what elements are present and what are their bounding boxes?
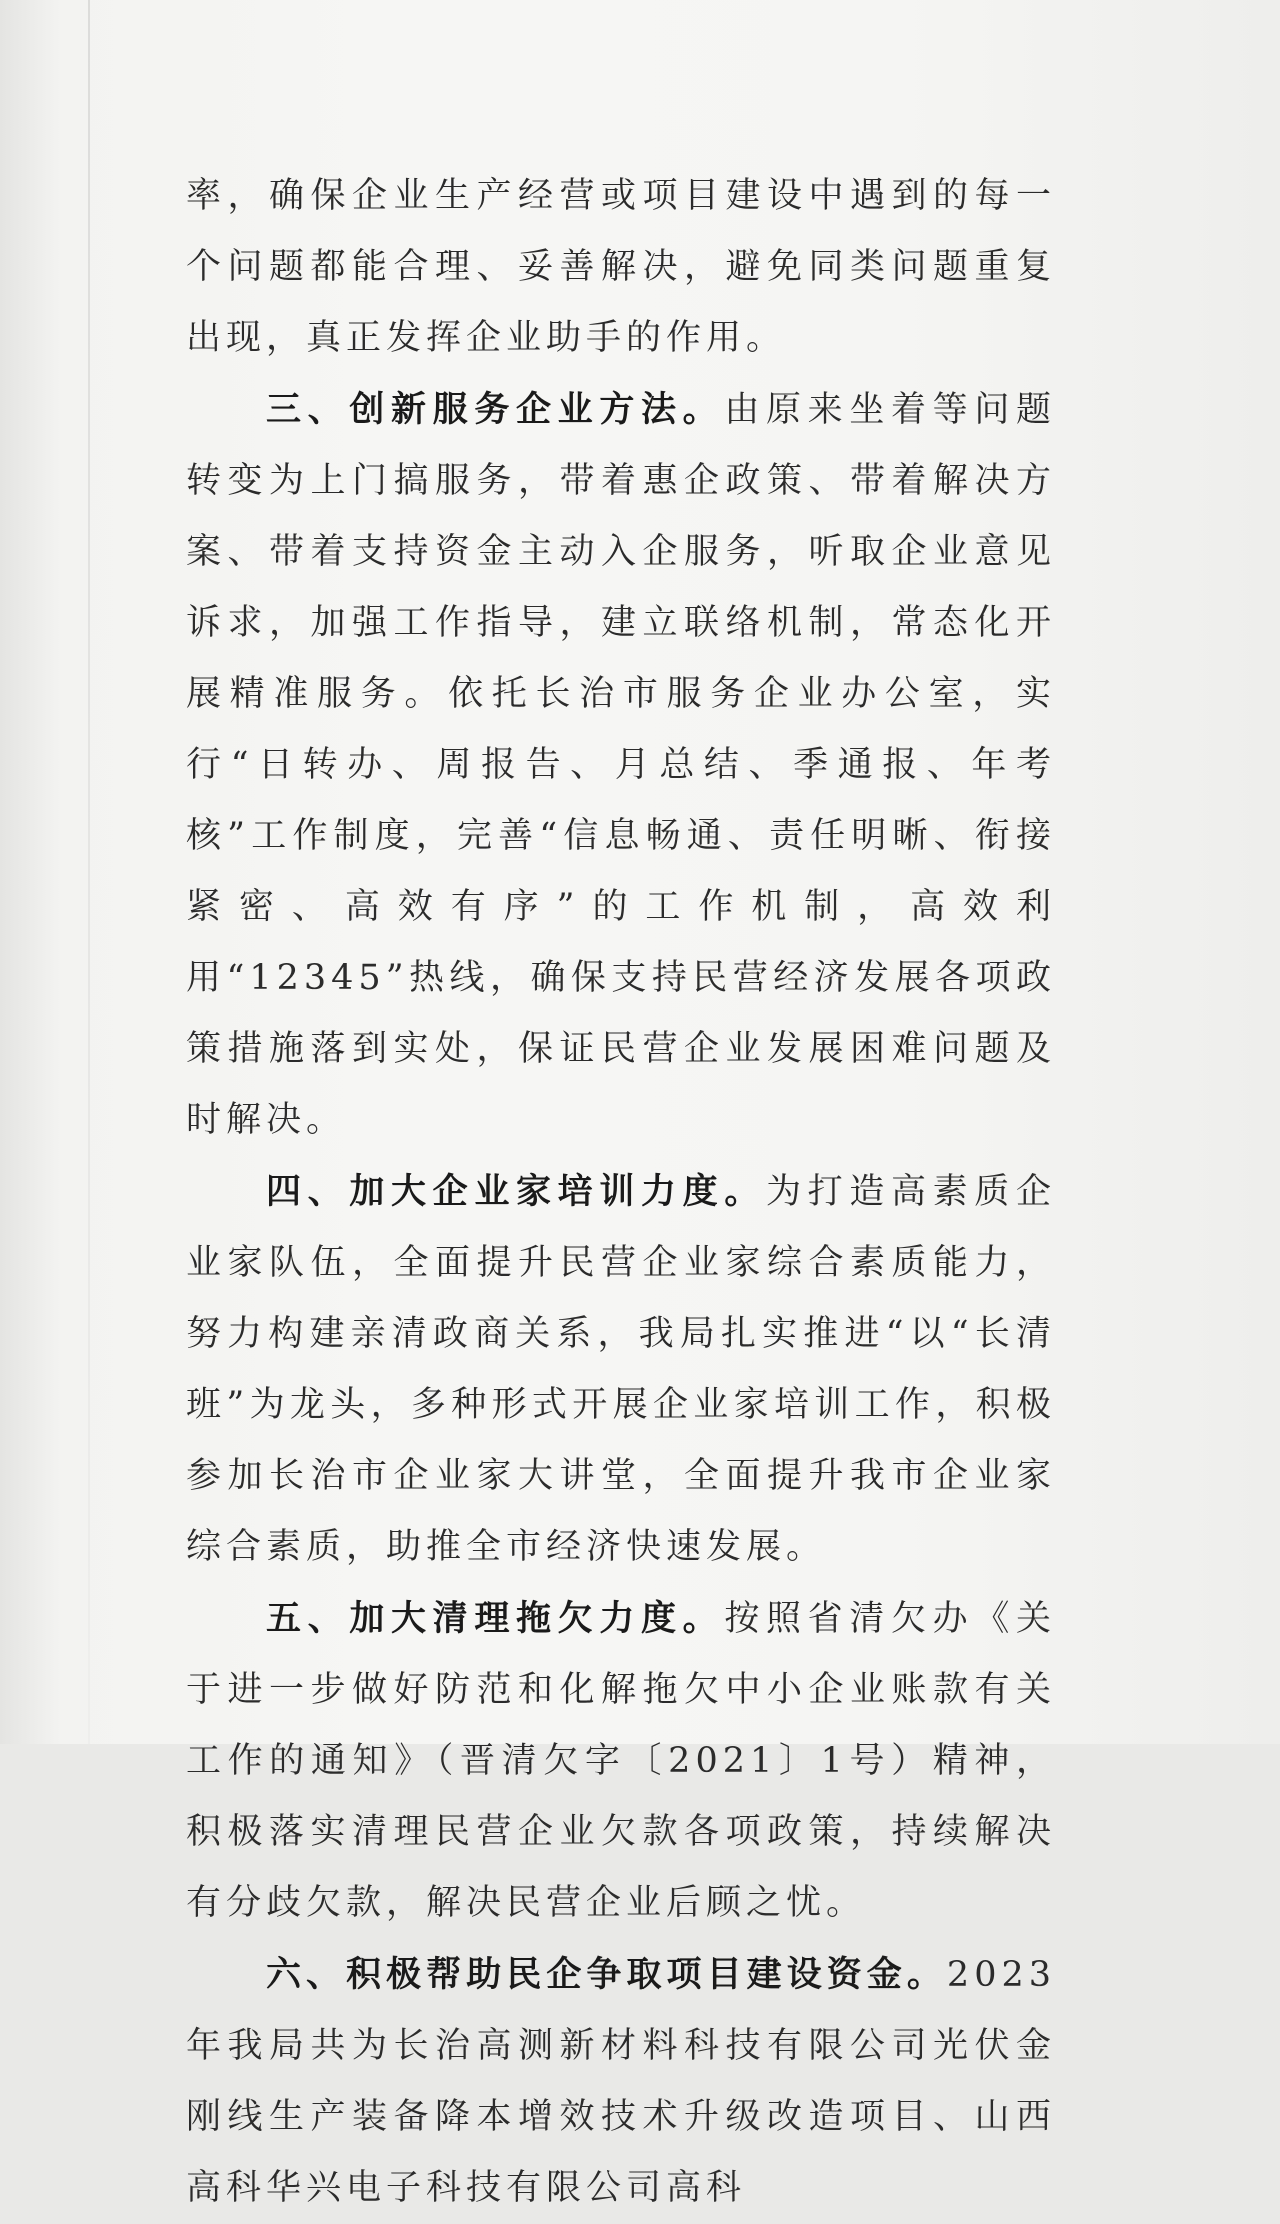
section-heading-3: 三、创新服务企业方法。 <box>266 389 725 430</box>
paragraph-section-5 <box>186 1583 1056 1939</box>
paragraph-section-6 <box>186 1939 1056 2224</box>
paragraph-text: 按照省清欠办《关于进一步做好防范和化解拖欠中小企业账款有关工作的通知》（晋清欠字〔2021〕1号）精神，积极落实清理民营企业欠款各项政策，持续解决有分歧欠款，解决民营企业后顾之忧。 <box>186 1599 1056 1923</box>
document-body <box>186 160 1056 2224</box>
paragraph-section-3 <box>186 374 1056 1156</box>
paragraph-section-4 <box>186 1156 1056 1583</box>
section-heading-4: 四、加大企业家培训力度。 <box>266 1171 766 1212</box>
page-edge-shadow <box>88 0 90 1744</box>
paragraph-text: 为打造高素质企业家队伍，全面提升民营企业家综合素质能力，努力构建亲清政商关系，我局扎实推进“以“长清班”为龙头，多种形式开展企业家培训工作，积极参加长治市企业家大讲堂，全面提升我市企业家综合素质，助推全市经济快速发展。 <box>186 1172 1056 1567</box>
section-heading-5: 五、加大清理拖欠力度。 <box>266 1598 725 1639</box>
paragraph-continuation <box>186 160 1056 374</box>
paragraph-text: 率，确保企业生产经营或项目建设中遇到的每一个问题都能合理、妥善解决，避免同类问题重复出现，真正发挥企业助手的作用。 <box>186 176 1056 358</box>
section-heading-6: 六、积极帮助民企争取项目建设资金。 <box>266 1954 947 1995</box>
paragraph-text: 2023年我局共为长治高测新材料科技有限公司光伏金刚线生产装备降本增效技术升级改造项目、山西高科华兴电子科技有限公司高科 <box>186 1955 1056 2208</box>
paragraph-text: 由原来坐着等问题转变为上门搞服务，带着惠企政策、带着解决方案、带着支持资金主动入企服务，听取企业意见诉求，加强工作指导，建立联络机制，常态化开展精准服务。依托长治市服务企业办公室，实行“日转办、周报告、月总结、季通报、年考核”工作制度，完善“信息畅通、责任明晰、衔接紧密、高效有序”的工作机制，高效利用“12345”热线，确保支持民营经济发展各项政策措施落到实处，保证民营企业发展困难问题及时解决。 <box>186 390 1056 1140</box>
